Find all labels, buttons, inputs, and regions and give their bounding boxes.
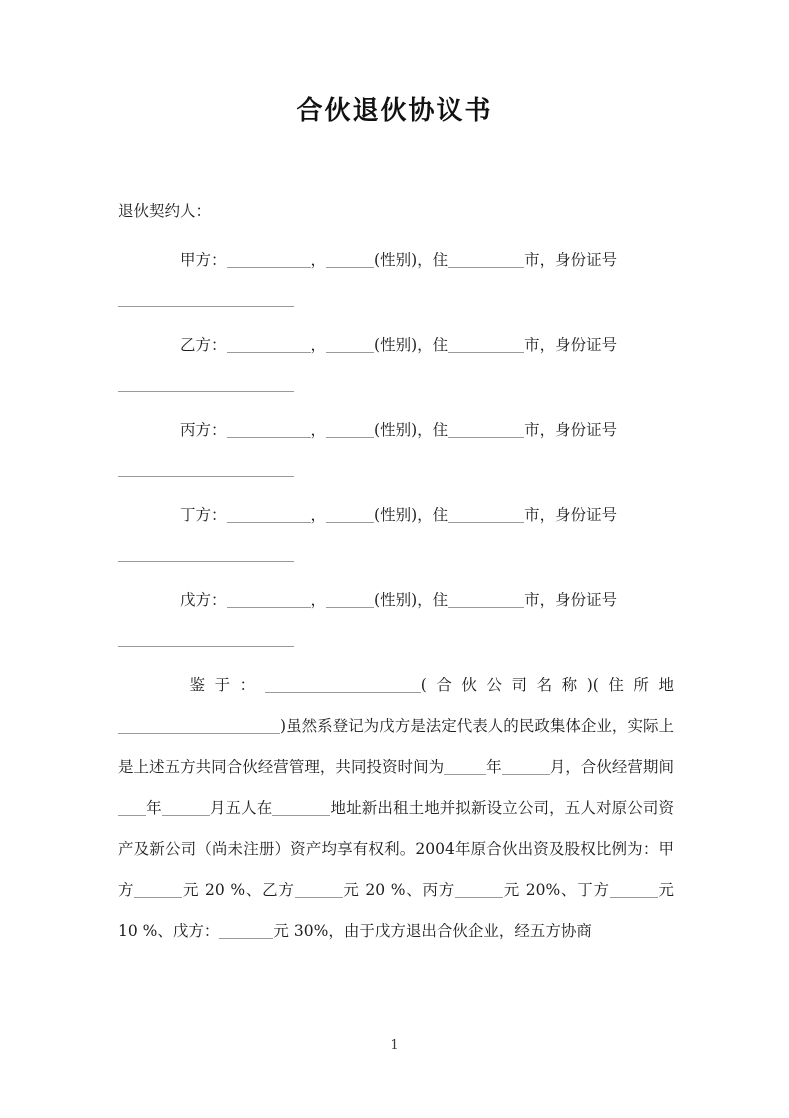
party-sex-note-yi: (性别) [374, 336, 418, 354]
party-row-bing [118, 410, 674, 451]
party-id-blank-row-yi [118, 366, 674, 402]
ratio-amount-blank-jia[interactable] [134, 881, 182, 898]
firm-name-blank[interactable] [265, 676, 421, 693]
ratio-sep-wu: ， [328, 922, 344, 940]
ratio-unit-ding: 元 [657, 881, 674, 899]
recital-paragraph [118, 665, 674, 952]
recital-text-4: 地址新出租土地并拟新设立公司，五人对原公司资产及新公司（尚未注册）资产均享有权利。 [118, 799, 674, 858]
invest-month-blank[interactable] [502, 758, 550, 775]
recital-text-1: )虽然系登记为戊方是法定代表人的民政集体企业，实际上是上述五方共同合伙经营管理，共同投资时间为 [118, 717, 674, 776]
party-sex-note-wu: (性别) [374, 591, 418, 609]
party-label-ding: 丁方： [180, 506, 227, 524]
document-body [118, 196, 674, 952]
ratio-percent-wu: 30% [293, 922, 329, 940]
recital-text-3: 月五人在 [209, 799, 273, 817]
party-comma-wu: ， [310, 591, 327, 609]
party-id-blank-jia[interactable] [118, 290, 294, 307]
party-label-yi: 乙方： [180, 336, 227, 354]
party-row-ding [118, 495, 674, 536]
party-id-label-ding: 市，身份证号 [524, 506, 618, 524]
party-id-label-bing: 市，身份证号 [524, 421, 618, 439]
ratio-percent-bing: 20% [525, 881, 561, 899]
ratio-party-wu: 戊方： [172, 922, 220, 940]
party-id-blank-row-ding [118, 536, 674, 572]
party-id-blank-bing[interactable] [118, 460, 294, 477]
ratio-percent-yi: 20 % [365, 881, 406, 899]
party-reside-ding: ，住 [417, 506, 449, 524]
operate-year-word: 年 [146, 799, 162, 817]
ratio-amount-blank-bing[interactable] [455, 881, 503, 898]
firm-name-note: (合伙公司名称)(住所地 [420, 676, 674, 694]
contracting-parties-label: 退伙契约人： [118, 202, 212, 220]
party-name-blank-yi[interactable] [227, 336, 311, 353]
party-sex-note-ding: (性别) [374, 506, 418, 524]
invest-year-blank[interactable] [444, 758, 486, 775]
ratio-party-jia: 甲方 [118, 840, 674, 899]
page-number: 1 [390, 1038, 399, 1053]
operate-year-blank[interactable] [118, 799, 146, 816]
party-id-blank-row-bing [118, 451, 674, 487]
party-id-label-jia: 市，身份证号 [524, 251, 618, 269]
party-reside-jia: ，住 [417, 251, 449, 269]
ratio-sep-yi: 、 [405, 881, 423, 899]
firm-address-blank[interactable] [118, 717, 280, 734]
party-sex-blank-bing[interactable] [326, 421, 374, 438]
party-id-label-wu: 市，身份证号 [524, 591, 618, 609]
party-sex-blank-ding[interactable] [326, 506, 374, 523]
party-name-blank-jia[interactable] [227, 251, 311, 268]
new-land-address-blank[interactable] [272, 799, 330, 816]
party-city-blank-jia[interactable] [448, 251, 524, 268]
party-sex-blank-yi[interactable] [326, 336, 374, 353]
party-reside-wu: ，住 [417, 591, 449, 609]
party-reside-yi: ，住 [417, 336, 449, 354]
party-row-yi [118, 325, 674, 366]
recital-lead: 鉴于： [180, 676, 265, 694]
party-label-bing: 丙方： [180, 421, 227, 439]
ratio-party-yi: 乙方 [262, 881, 295, 899]
ratio-sep-ding: 、 [157, 922, 173, 940]
party-comma-bing: ， [310, 421, 327, 439]
invest-year-word: 年 [486, 758, 502, 776]
ratio-unit-jia: 元 [182, 881, 200, 899]
page-title: 合伙退伙协议书 [296, 96, 493, 126]
ratio-unit-wu: 元 [273, 922, 289, 940]
ratio-percent-jia: 20 % [204, 881, 246, 899]
party-id-blank-yi[interactable] [118, 375, 294, 392]
party-id-label-yi: 市，身份证号 [524, 336, 618, 354]
party-comma-jia: ， [310, 251, 327, 269]
ratio-party-bing: 丙方 [422, 881, 456, 899]
ratio-amount-blank-wu[interactable] [219, 922, 273, 939]
party-sex-note-jia: (性别) [374, 251, 418, 269]
party-sex-blank-jia[interactable] [326, 251, 374, 268]
party-label-wu: 戊方： [180, 591, 227, 609]
recital-text-2: ，合伙经营期间 [565, 758, 674, 776]
party-city-blank-ding[interactable] [448, 506, 524, 523]
party-name-blank-ding[interactable] [227, 506, 311, 523]
ratio-amount-blank-yi[interactable] [295, 881, 343, 898]
party-row-wu [118, 580, 674, 621]
party-name-blank-bing[interactable] [227, 421, 311, 438]
party-comma-yi: ， [310, 336, 327, 354]
ratio-unit-bing: 元 [503, 881, 521, 899]
party-id-blank-row-jia [118, 281, 674, 317]
ratio-amount-blank-ding[interactable] [610, 881, 658, 898]
party-id-blank-ding[interactable] [118, 545, 294, 562]
party-label-jia: 甲方： [180, 251, 227, 269]
recital-text-5: 年原合伙出资及股权比例为： [454, 840, 659, 858]
ratio-unit-yi: 元 [342, 881, 360, 899]
year-2004: 2004 [415, 840, 455, 858]
ratio-sep-jia: 、 [245, 881, 263, 899]
party-city-blank-bing[interactable] [448, 421, 524, 438]
ratio-percent-ding: 10 % [118, 922, 158, 940]
party-id-blank-row-wu [118, 621, 674, 657]
ratio-sep-bing: 、 [560, 881, 578, 899]
party-id-blank-wu[interactable] [118, 630, 294, 647]
party-sex-note-bing: (性别) [374, 421, 418, 439]
party-comma-ding: ， [310, 506, 327, 524]
party-reside-bing: ，住 [417, 421, 449, 439]
party-name-blank-wu[interactable] [227, 591, 311, 608]
party-city-blank-wu[interactable] [448, 591, 524, 608]
operate-month-blank[interactable] [162, 799, 210, 816]
ratio-party-ding: 丁方 [577, 881, 610, 899]
recital-closing: 由于戊方退出合伙企业，经五方协商 [343, 922, 592, 940]
party-city-blank-yi[interactable] [448, 336, 524, 353]
party-sex-blank-wu[interactable] [326, 591, 374, 608]
party-row-jia [118, 240, 674, 281]
invest-month-word: 月 [549, 758, 566, 776]
